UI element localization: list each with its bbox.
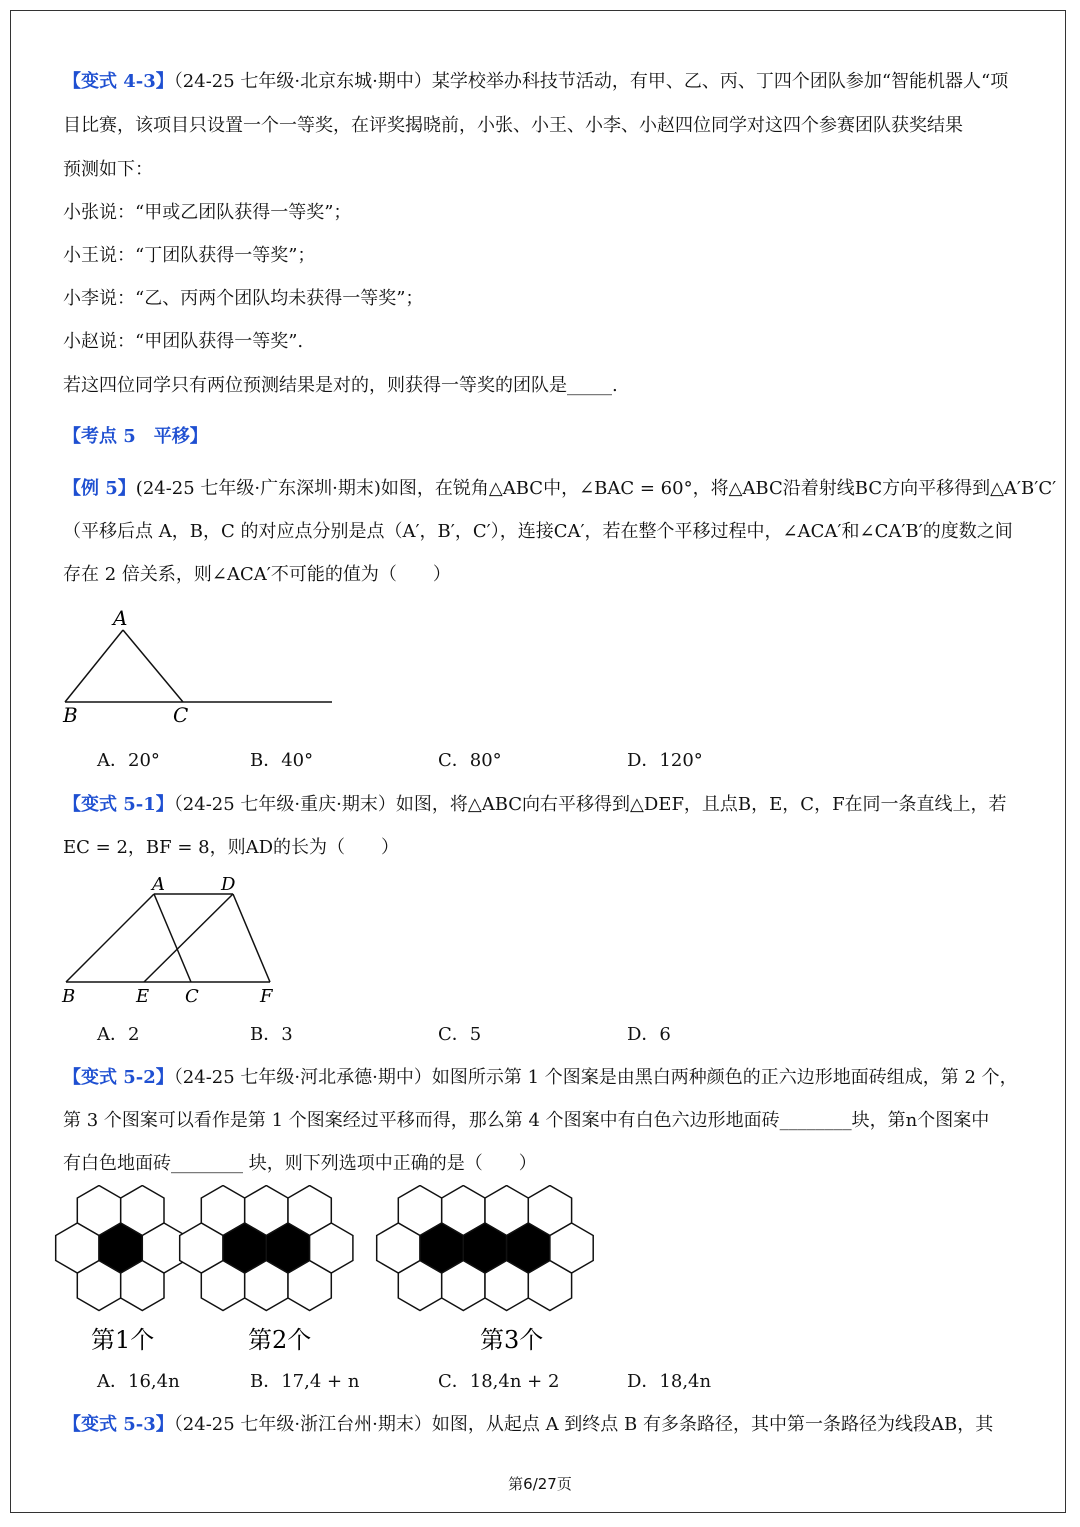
v51-label-e: E: [136, 986, 150, 1007]
v51-tag: 【变式 5-1】: [63, 794, 174, 815]
v43-line-3: 预测如下：: [63, 159, 153, 180]
ex5-side-ab: [65, 630, 123, 702]
ex5-line-3: 存在 2 倍关系，则∠ACA′不可能的值为（ ）: [63, 564, 451, 585]
v52-option-b[interactable]: B．17,4 + n: [250, 1371, 360, 1392]
ex5-option-d[interactable]: D．120°: [627, 750, 703, 771]
v51-option-d[interactable]: D．6: [627, 1024, 671, 1045]
v52-label-2: 第2个: [248, 1326, 312, 1354]
v51-option-c[interactable]: C．5: [438, 1024, 482, 1045]
v52-line-1: 【变式 5-2】（24-25 七年级·河北承德·期中）如图所示第 1 个图案是由黑白两种颜色的正六边形地面砖组成，第 2 个，: [63, 1067, 1018, 1088]
ex5-tag: 【例 5】: [63, 478, 136, 499]
v51-side-ed: [144, 894, 233, 982]
v43-statement-zhang: 小张说：“甲或乙团队获得一等奖”；: [63, 202, 352, 223]
v43-statement-zhao: 小赵说：“甲团队获得一等奖”.: [63, 331, 304, 352]
ex5-label-a: A: [113, 606, 128, 630]
v51-label-a: A: [152, 874, 165, 895]
v52-option-c[interactable]: C．18,4n + 2: [438, 1371, 560, 1392]
v51-line-2: EC = 2，BF = 8，则AD的长为（ ）: [63, 837, 400, 858]
v51-side-df: [233, 894, 270, 982]
v43-statement-wang: 小王说：“丁团队获得一等奖”；: [63, 245, 316, 266]
v53-tag: 【变式 5-3】: [63, 1414, 174, 1435]
ex5-option-c[interactable]: C．80°: [438, 750, 502, 771]
v52-tag: 【变式 5-2】: [63, 1067, 174, 1088]
v52-label-3: 第3个: [480, 1326, 544, 1354]
v51-side-ac: [154, 894, 191, 982]
ex5-option-a[interactable]: A．20°: [97, 750, 160, 771]
ex5-triangle-figure: [55, 600, 345, 730]
ex5-line-1: 【例 5】(24-25 七年级·广东深圳·期末)如图，在锐角△ABC中，∠BAC = 60°，将△ABC沿着射线BC方向平移得到△A′B′C′: [63, 478, 1057, 499]
ex5-line-2: （平移后点 A，B，C 的对应点分别是点（A′，B′，C′），连接CA′，若在整个平移过程中，∠ACA′和∠CA′B′的度数之间: [63, 521, 1013, 542]
v52-hexagon-patterns: [0, 1185, 680, 1365]
ex5-side-ac: [123, 630, 183, 702]
ex5-label-c: C: [173, 703, 189, 727]
v52-line-2: 第 3 个图案可以看作是第 1 个图案经过平移而得，那么第 4 个图案中有白色六边形地面砖________块，第n个图案中: [63, 1110, 990, 1131]
v43-line-2: 目比赛，该项目只设置一个一等奖，在评奖揭晓前，小张、小王、小李、小赵四位同学对这四个参赛团队获奖结果: [63, 115, 963, 136]
v51-option-a[interactable]: A．2: [97, 1024, 140, 1045]
v51-label-b: B: [62, 986, 76, 1007]
v53-line-1: 【变式 5-3】（24-25 七年级·浙江台州·期末）如图，从起点 A 到终点 B 有多条路径，其中第一条路径为线段AB，其: [63, 1414, 994, 1435]
v43-question: 若这四位同学只有两位预测结果是对的，则获得一等奖的团队是_____.: [63, 375, 618, 396]
v52-label-1: 第1个: [91, 1326, 155, 1354]
v51-label-c: C: [185, 986, 199, 1007]
v43-tag: 【变式 4-3】: [63, 71, 174, 92]
v52-option-a[interactable]: A．16,4n: [97, 1371, 180, 1392]
v43-statement-li: 小李说：“乙、丙两个团队均未获得一等奖”；: [63, 288, 424, 309]
v51-line-1: 【变式 5-1】（24-25 七年级·重庆·期末）如图，将△ABC向右平移得到△DEF，且点B，E，C，F在同一条直线上，若: [63, 794, 1007, 815]
v51-label-d: D: [221, 874, 236, 895]
v52-hexagon-tiles: [56, 1186, 594, 1311]
v52-option-d[interactable]: D．18,4n: [627, 1371, 712, 1392]
page-footer: 第6/27页: [508, 1475, 572, 1493]
v43-line-1: 【变式 4-3】（24-25 七年级·北京东城·期中）某学校举办科技节活动，有甲、乙、丙、丁四个团队参加“智能机器人“项: [63, 71, 1009, 92]
ex5-label-b: B: [63, 703, 78, 727]
v51-translation-figure: [55, 870, 295, 1010]
v51-side-ba: [66, 894, 154, 982]
ex5-option-b[interactable]: B．40°: [250, 750, 314, 771]
v52-line-3: 有白色地面砖________ 块，则下列选项中正确的是（ ）: [63, 1153, 537, 1174]
v51-label-f: F: [260, 986, 273, 1007]
section-5-heading: 【考点 5 平移】: [63, 426, 208, 447]
v51-option-b[interactable]: B．3: [250, 1024, 293, 1045]
